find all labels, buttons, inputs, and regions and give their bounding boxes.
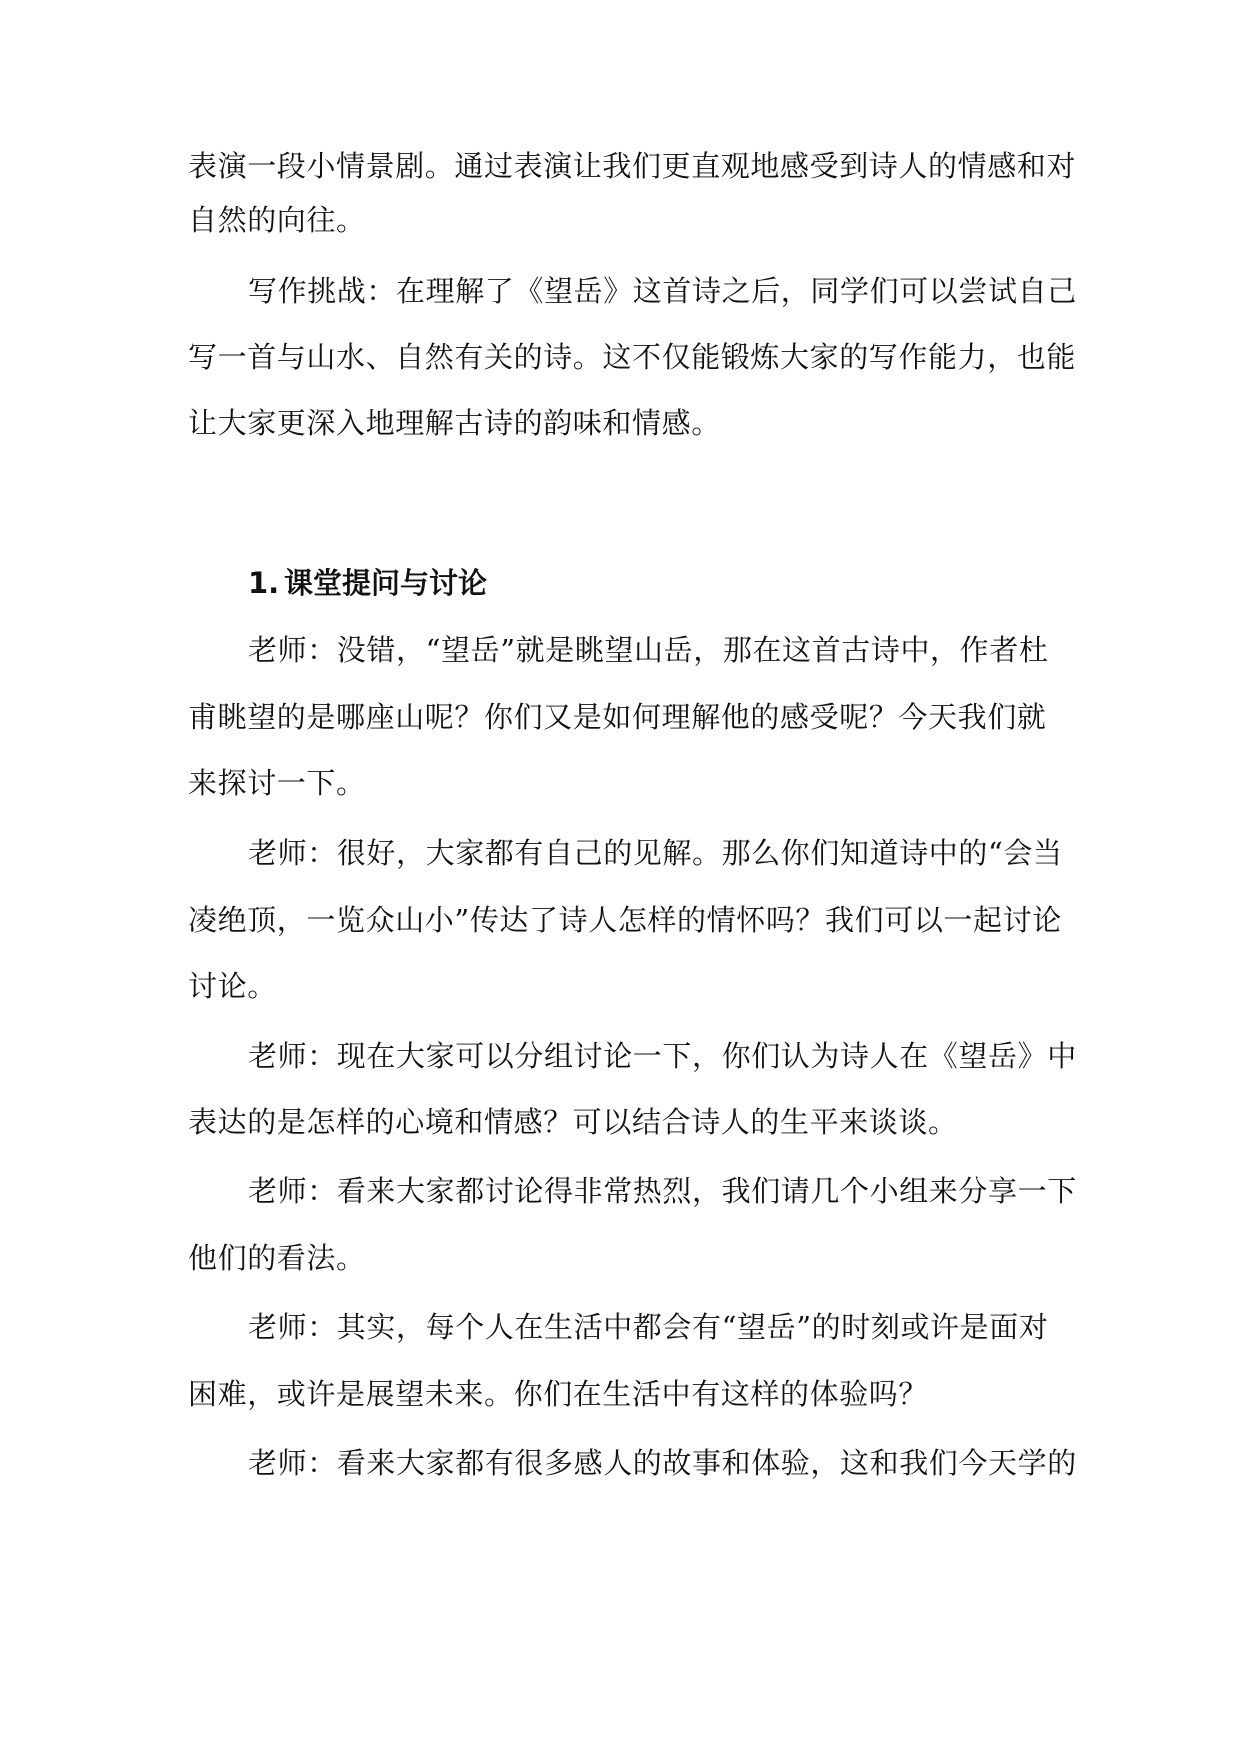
paragraph-line: 老师：看来大家都讨论得非常热烈，我们请几个小组来分享一下 — [248, 1174, 1077, 1208]
paragraph-line: 老师：现在大家可以分组讨论一下，你们认为诗人在《望岳》中 — [248, 1039, 1077, 1073]
paragraph-line: 老师：很好，大家都有自己的见解。那么你们知道诗中的“会当 — [248, 836, 1063, 870]
paragraph-line: 老师：其实，每个人在生活中都会有“望岳”的时刻或许是面对 — [248, 1310, 1049, 1344]
paragraph-line: 写一首与山水、自然有关的诗。这不仅能锻炼大家的写作能力，也能 — [188, 340, 1077, 374]
paragraph-line: 让大家更深入地理解古诗的韵味和情感。 — [188, 406, 721, 440]
paragraph-line: 写作挑战：在理解了《望岳》这首诗之后，同学们可以尝试自己 — [248, 274, 1077, 308]
paragraph-line: 老师：看来大家都有很多感人的故事和体验，这和我们今天学的 — [248, 1446, 1077, 1480]
paragraph-line: 自然的向往。 — [188, 203, 366, 237]
section-heading — [248, 563, 487, 603]
paragraph-line: 凌绝顶，一览众山小”传达了诗人怎样的情怀吗？我们可以一起讨论 — [188, 903, 1062, 937]
paragraph-line: 来探讨一下。 — [188, 766, 366, 800]
paragraph-line: 甫眺望的是哪座山呢？你们又是如何理解他的感受呢？今天我们就 — [188, 700, 1047, 734]
paragraph-line: 表达的是怎样的心境和情感？可以结合诗人的生平来谈谈。 — [188, 1105, 958, 1139]
paragraph-line: 困难，或许是展望未来。你们在生活中有这样的体验吗？ — [188, 1377, 929, 1411]
paragraph-line: 老师：没错，“望岳”就是眺望山岳，那在这首古诗中，作者杜 — [248, 633, 1049, 667]
paragraph-line: 表演一段小情景剧。通过表演让我们更直观地感受到诗人的情感和对 — [188, 149, 1077, 183]
section-number: 1. — [248, 566, 280, 600]
section-title: 课堂提问与讨论 — [284, 566, 488, 600]
paragraph-line: 讨论。 — [188, 969, 277, 1003]
paragraph-line: 他们的看法。 — [188, 1241, 366, 1275]
